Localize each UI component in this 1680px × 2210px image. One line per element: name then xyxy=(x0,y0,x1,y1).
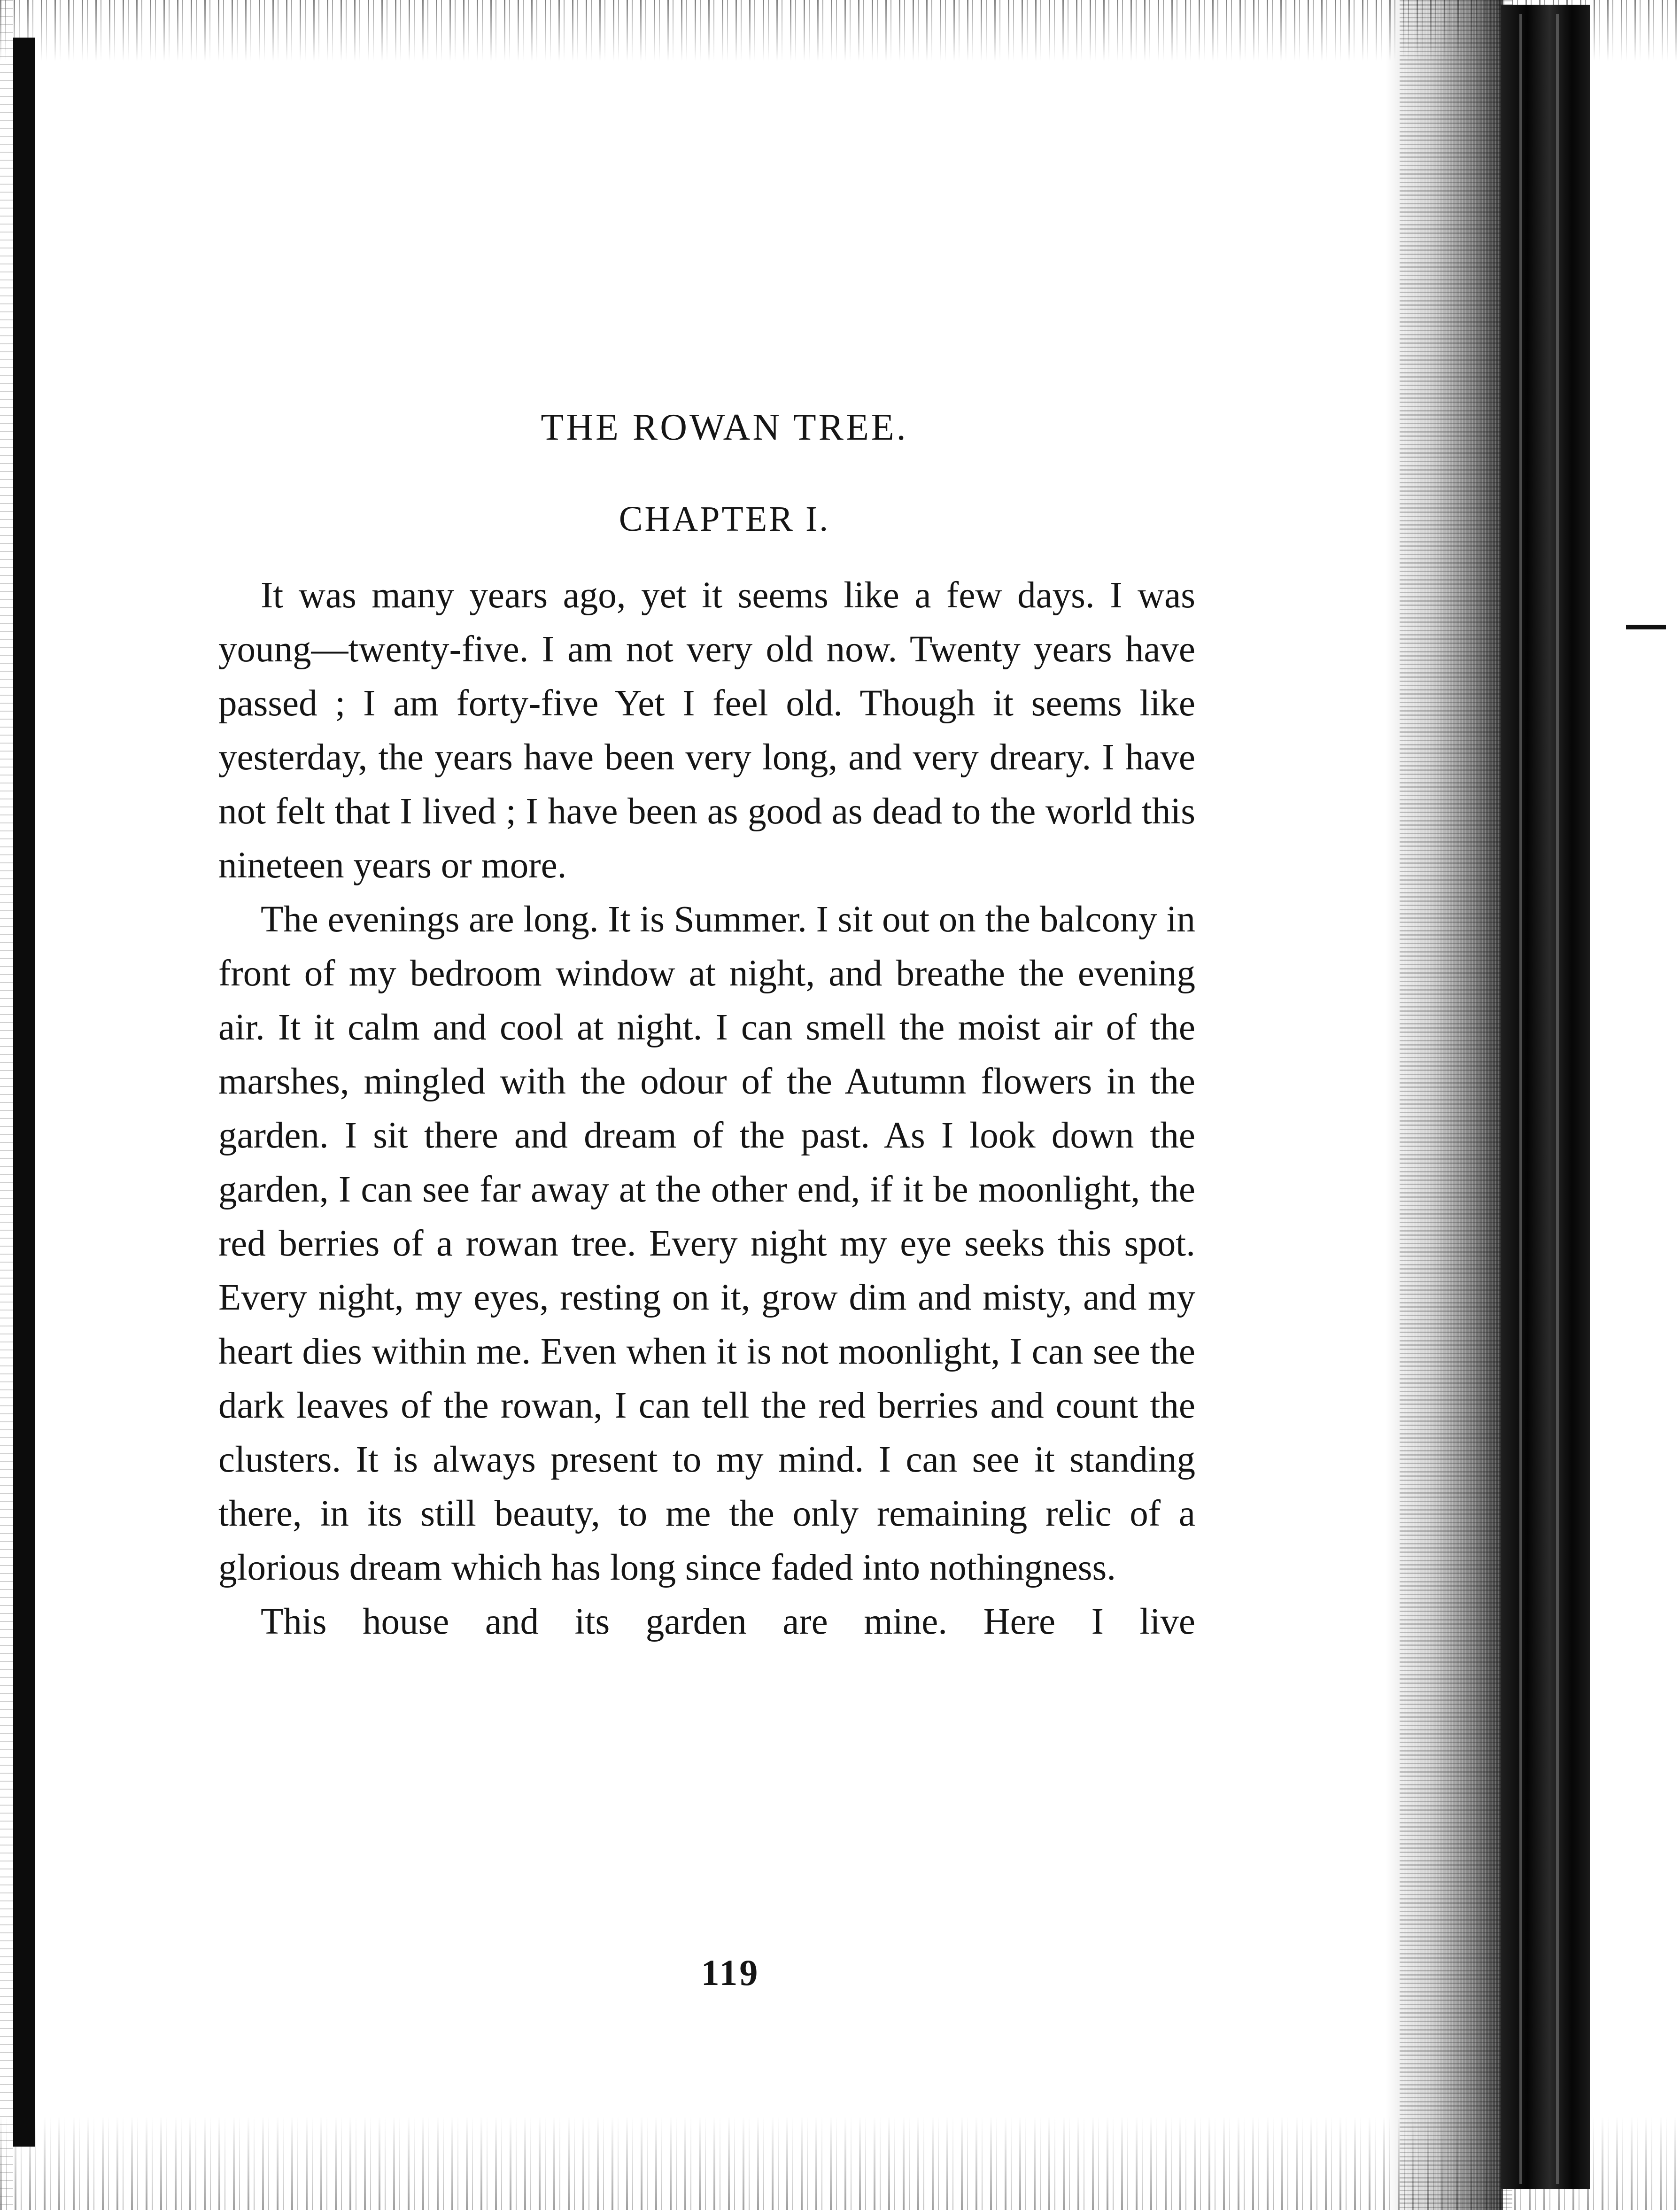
spine-highlight xyxy=(1519,14,1522,2184)
left-page-edge xyxy=(13,38,35,2147)
spine-highlight xyxy=(1556,14,1559,2184)
book-spine xyxy=(1501,5,1590,2189)
margin-mark xyxy=(1626,625,1666,629)
scan-noise-right xyxy=(1400,0,1512,2210)
page-number: 119 xyxy=(701,1952,760,1993)
page-body xyxy=(218,404,1195,1649)
paragraph: It was many years ago, yet it seems like a few days. I was young—twenty-five. I am not very old now. Twenty years have passed ; I am forty-five Yet I feel old. Though it seems like yesterday, the years have been very long, and very dreary. I have not felt that I lived ; I have been as good as dead to the world this nineteen years or more. xyxy=(218,575,1195,886)
book-title: THE ROWAN TREE. xyxy=(541,407,908,448)
paragraph: This house and its garden are mine. Here I live xyxy=(261,1601,1195,1642)
paragraph: The evenings are long. It is Summer. I sit out on the balcony in front of my bedroom window at night, and breathe the evening air. It it calm and cool at night. I can smell the moist air of the marshes, mingled with the odour of the Autumn flowers in the garden. I sit there and dream of the past. As I look down the garden, I can see far away at the other end, if it be moonlight, the red berries of a rowan tree. Every night my eye seeks this spot. Every night, my eyes, resting on it, grow dim and misty, and my heart dies within me. Even when it is not moonlight, I can see the dark leaves of the rowan, I can tell the red berries and count the clusters. It is always present to my mind. I can see it standing there, in its still beauty, to me the only remaining relic of a glorious dream which has long since faded into nothingness. xyxy=(218,899,1196,1588)
chapter-title: CHAPTER I. xyxy=(619,499,830,539)
scan-noise-left xyxy=(0,0,13,2210)
